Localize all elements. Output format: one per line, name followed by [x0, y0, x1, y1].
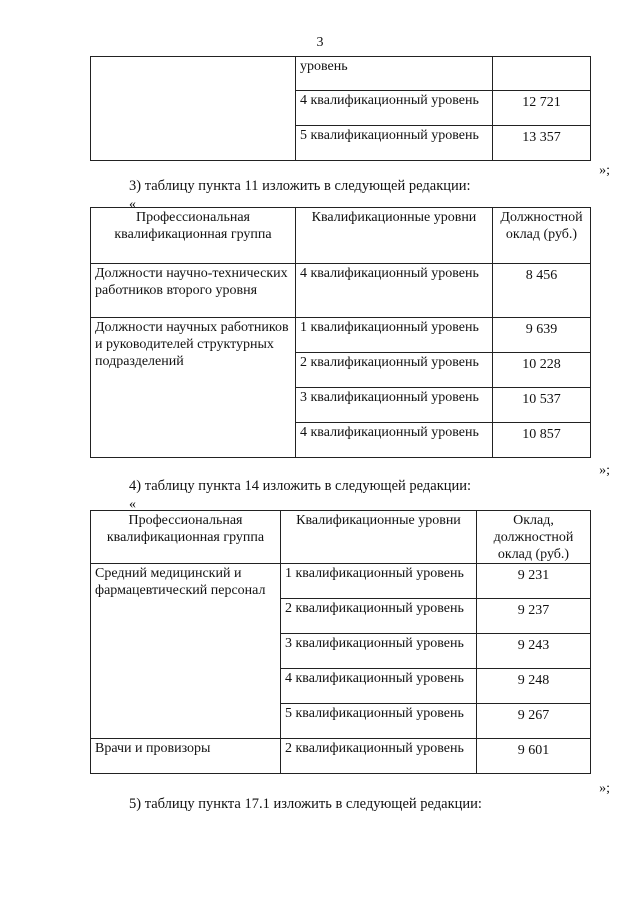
header-group: Профессиональная квалификационная группа	[91, 208, 296, 264]
table-row	[91, 264, 591, 318]
opening-quote: «	[129, 197, 136, 212]
value-cell: 9 243	[477, 634, 591, 669]
value-cell: 9 267	[477, 704, 591, 739]
value-cell	[493, 57, 591, 91]
header-salary: Оклад, должностной оклад (руб.)	[477, 511, 591, 564]
group-cell: Должности научных работников и руководителей структурных подразделений	[91, 318, 296, 458]
closing-quote: »;	[599, 163, 610, 178]
level-cell: 3 квалификационный уровень	[281, 634, 477, 669]
table-continued	[90, 56, 591, 161]
value-cell: 9 237	[477, 599, 591, 634]
value-cell: 9 601	[477, 739, 591, 774]
closing-quote: »;	[599, 463, 610, 478]
table-row	[91, 564, 591, 599]
level-cell: 2 квалификационный уровень	[296, 353, 493, 388]
level-cell: 5 квалификационный уровень	[296, 126, 493, 161]
table-header-row	[91, 511, 591, 564]
page-number: 3	[316, 35, 324, 50]
value-cell: 12 721	[493, 91, 591, 126]
table-row	[91, 739, 591, 774]
level-cell: 1 квалификационный уровень	[296, 318, 493, 353]
closing-quote: »;	[599, 781, 610, 796]
value-cell: 9 231	[477, 564, 591, 599]
group-cell	[91, 57, 296, 161]
table-row	[91, 318, 591, 353]
value-cell: 8 456	[493, 264, 591, 318]
header-levels: Квалификационные уровни	[296, 208, 493, 264]
section-5-text: 5) таблицу пункта 17.1 изложить в следующей редакции:	[129, 796, 482, 812]
header-group: Профессиональная квалификационная группа	[91, 511, 281, 564]
level-cell: 3 квалификационный уровень	[296, 388, 493, 423]
group-cell: Должности научно-технических работников второго уровня	[91, 264, 296, 318]
level-cell: 2 квалификационный уровень	[281, 599, 477, 634]
table-item-11	[90, 207, 591, 458]
value-cell: 10 228	[493, 353, 591, 388]
table-row	[91, 57, 591, 91]
section-3-text: 3) таблицу пункта 11 изложить в следующей редакции:	[129, 178, 471, 194]
header-levels: Квалификационные уровни	[281, 511, 477, 564]
level-cell: уровень	[296, 57, 493, 91]
value-cell: 10 857	[493, 423, 591, 458]
table-item-14	[90, 510, 591, 774]
level-cell: 4 квалификационный уровень	[296, 264, 493, 318]
value-cell: 10 537	[493, 388, 591, 423]
opening-quote: «	[129, 497, 136, 512]
level-cell: 2 квалификационный уровень	[281, 739, 477, 774]
level-cell: 4 квалификационный уровень	[296, 91, 493, 126]
value-cell: 9 639	[493, 318, 591, 353]
table-header-row	[91, 208, 591, 264]
value-cell: 9 248	[477, 669, 591, 704]
level-cell: 5 квалификационный уровень	[281, 704, 477, 739]
header-salary: Должностной оклад (руб.)	[493, 208, 591, 264]
level-cell: 4 квалификационный уровень	[296, 423, 493, 458]
value-cell: 13 357	[493, 126, 591, 161]
level-cell: 4 квалификационный уровень	[281, 669, 477, 704]
level-cell: 1 квалификационный уровень	[281, 564, 477, 599]
group-cell: Средний медицинский и фармацевтический персонал	[91, 564, 281, 739]
group-cell: Врачи и провизоры	[91, 739, 281, 774]
section-4-text: 4) таблицу пункта 14 изложить в следующей редакции:	[129, 478, 472, 494]
